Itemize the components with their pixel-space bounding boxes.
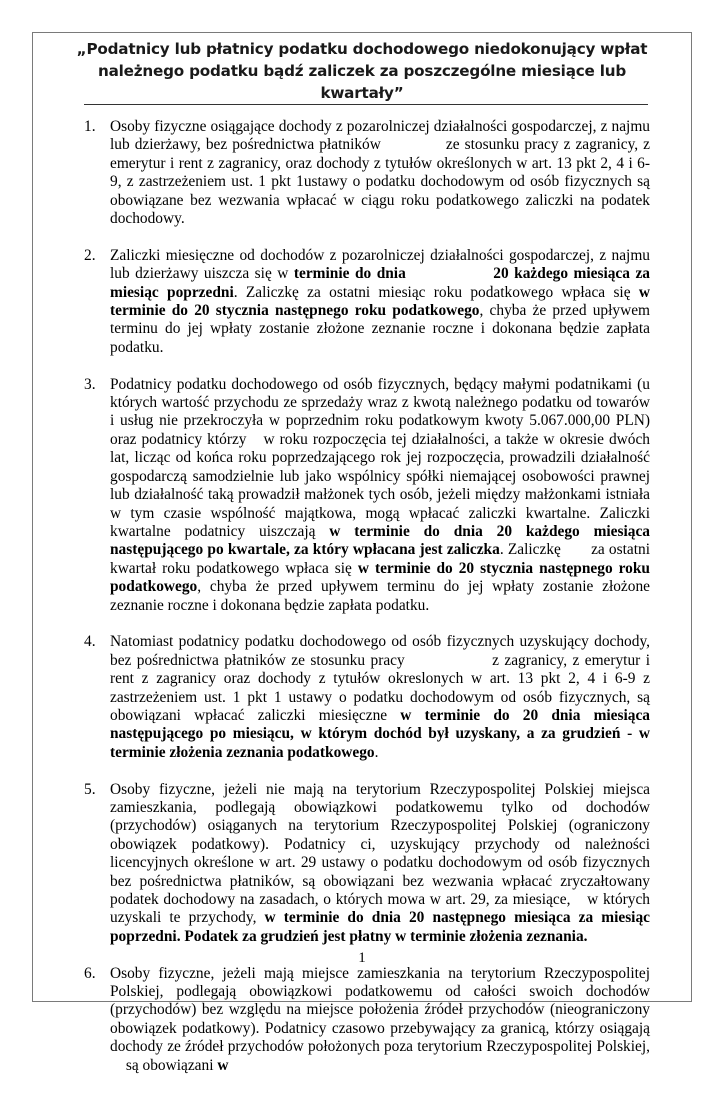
item-text: Zaliczki miesięczne od dochodów z pozarolniczej działalności gospodarczej, z najmu lub dzierżawy uiszcza się w — [110, 246, 650, 283]
item-number: 4. — [84, 633, 96, 651]
item-text: . Zaliczkę — [499, 541, 561, 559]
item-text: , chyba że przed upływem terminu do jej wpłaty zostanie złożone zeznanie roczne i dokonana będzie zapłata podatku. — [110, 302, 651, 356]
list-item — [84, 118, 650, 228]
list-item — [84, 247, 650, 357]
item-number: 6. — [84, 964, 96, 982]
item-text: Osoby fizyczne, jeżeli mają miejsce zamieszkania na terytorium Rzeczypospolitej Polskiej, podlegają obowiązkowi podatkowemu od całości swoich dochodów (przychodów) bez względu na miejsce położenia źródeł przychodów (nieograniczony obowiązek podatkowy). Podatnicy czasowo przebywający za granicą, którzy osiągają dochody ze źródeł przychodów położonych poza terytorium Rzeczypospolitej Polskiej, — [110, 964, 650, 1056]
title-underline — [84, 104, 648, 105]
item-bold-text: w terminie do 20 stycznia następnego roku podatkowego — [110, 283, 650, 320]
item-number: 5. — [84, 780, 96, 798]
list-item — [84, 965, 650, 1075]
obligations-list — [84, 118, 650, 1093]
item-bold-text: terminie do dnia — [293, 265, 406, 283]
item-bold-text: w terminie do 20 dnia miesiąca następującego po miesiącu, w którym dochód był uzyskany, a za grudzień - w terminie złożenia zeznania podatkowego — [110, 706, 651, 761]
item-text: za ostatni kwartał roku podatkowego wpłaca się — [110, 541, 650, 577]
item-bold-text: 20 każdego miesiąca za miesiąc poprzedni — [110, 265, 650, 301]
item-text: są obowiązani — [125, 1056, 214, 1074]
item-text: w których uzyskali te przychody, — [110, 891, 650, 927]
item-number: 1. — [84, 118, 96, 135]
item-number: 2. — [84, 246, 96, 264]
item-text: . — [374, 743, 379, 761]
item-bold-text: w terminie do dnia 20 każdego miesiąca następującego po kwartale, za który wpłacana jest zaliczka — [110, 522, 650, 559]
list-item — [84, 781, 650, 947]
item-bold-text: w terminie do dnia 20 następnego miesiąca za miesiąc poprzedni. Podatek za grudzień jest płatny w terminie złożenia zeznania. — [110, 909, 650, 945]
item-bold-text: w — [217, 1056, 229, 1074]
item-text: z zagranicy, z emerytur i rent z zagranicy oraz dochody z tytułów okreslonych w art. 13 pkt 2, 4 i 6-9 z zastrzeżeniem ust. 1 pkt 1 ustawy o podatku dochodowym od osób fizycznych, są obowiązani wpłacać zaliczki miesięczne — [110, 651, 650, 724]
item-number: 3. — [84, 375, 96, 393]
item-text: , chyba że przed upływem terminu do jej wpłaty zostanie złożone zeznanie roczne i dokonana będzie zapłata podatku. — [110, 578, 650, 614]
page-number: 1 — [358, 950, 366, 966]
item-text: w roku rozpoczęcia tej działalności, a także w okresie dwóch lat, licząc od końca roku poprzedzającego rok jej rozpoczęcia, prowadzili działalność gospodarczą samodzielnie lub jako wspólnicy spółki niemającej osobowości prawnej lub działalność taką prowadził małżonek tych osób, jeżeli między małżonkami istniała w tym czasie wspólność majątkowa, mogą wpłacać zaliczki kwartalne. Zaliczki kwartalne podatnicy uiszczają — [110, 430, 650, 540]
document-title: „Podatnicy lub płatnicy podatku dochodowego niedokonujący wpłat należnego podatku bądź zaliczek za poszczególne miesiące lub kwartały” — [76, 40, 648, 102]
item-text: Osoby fizyczne osiągające dochody z pozarolniczej działalności gospodarczej, z najmu lub dzierżawy, bez pośrednictwa płatników — [110, 118, 650, 154]
item-text: ze stosunku pracy z zagranicy, z emerytur i rent z zagranicy, oraz dochody z tytułów określonych w art. 13 pkt 2, 4 i 6-9, z zastrzeżeniem ust. 1 pkt 1ustawy o podatku dochodowym od osób fizycznych są obowiązane bez wezwania wpłacać w ciągu roku podatkowego zaliczki na podatek dochodowy. — [110, 136, 650, 228]
list-item — [84, 633, 650, 762]
item-text: Podatnicy podatku dochodowego od osób fizycznych, będący małymi podatnikami (u których wartość przychodu ze sprzedaży wraz z kwotą należnego podatku od towarów i usług nie przekroczyła w poprzednim roku podatkowym kwoty 5.067.000,00 PLN) oraz podatnicy którzy — [110, 375, 650, 448]
item-text: . Zaliczkę za ostatni miesiąc roku podatkowego wpłaca się — [233, 283, 631, 301]
item-text: Natomiast podatnicy podatku dochodowego od osób fizycznych uzyskujący dochody, bez pośrednictwa płatników ze stosunku pracy — [110, 633, 650, 669]
item-bold-text: w terminie do 20 stycznia następnego roku podatkowego — [110, 559, 650, 596]
list-item — [84, 376, 650, 615]
item-text: Osoby fizyczne, jeżeli nie mają na terytorium Rzeczypospolitej Polskiej miejsca zamieszkania, podlegają obowiązkowi podatkowemu tylko od dochodów (przychodów) osiąganych na terytorium Rzeczypospolitej Polskiej (ograniczony obowiązek podatkowy). Podatnicy ci, uzyskujący przychody od należności licencyjnych określone w art. 29 ustawy o podatku dochodowym od osób fizycznych bez pośrednictwa płatników, są obowiązani bez wezwania wpłacać zryczałtowany podatek dochodowy na zasadach, o których mowa w art. 29, za miesiące, — [110, 780, 650, 908]
